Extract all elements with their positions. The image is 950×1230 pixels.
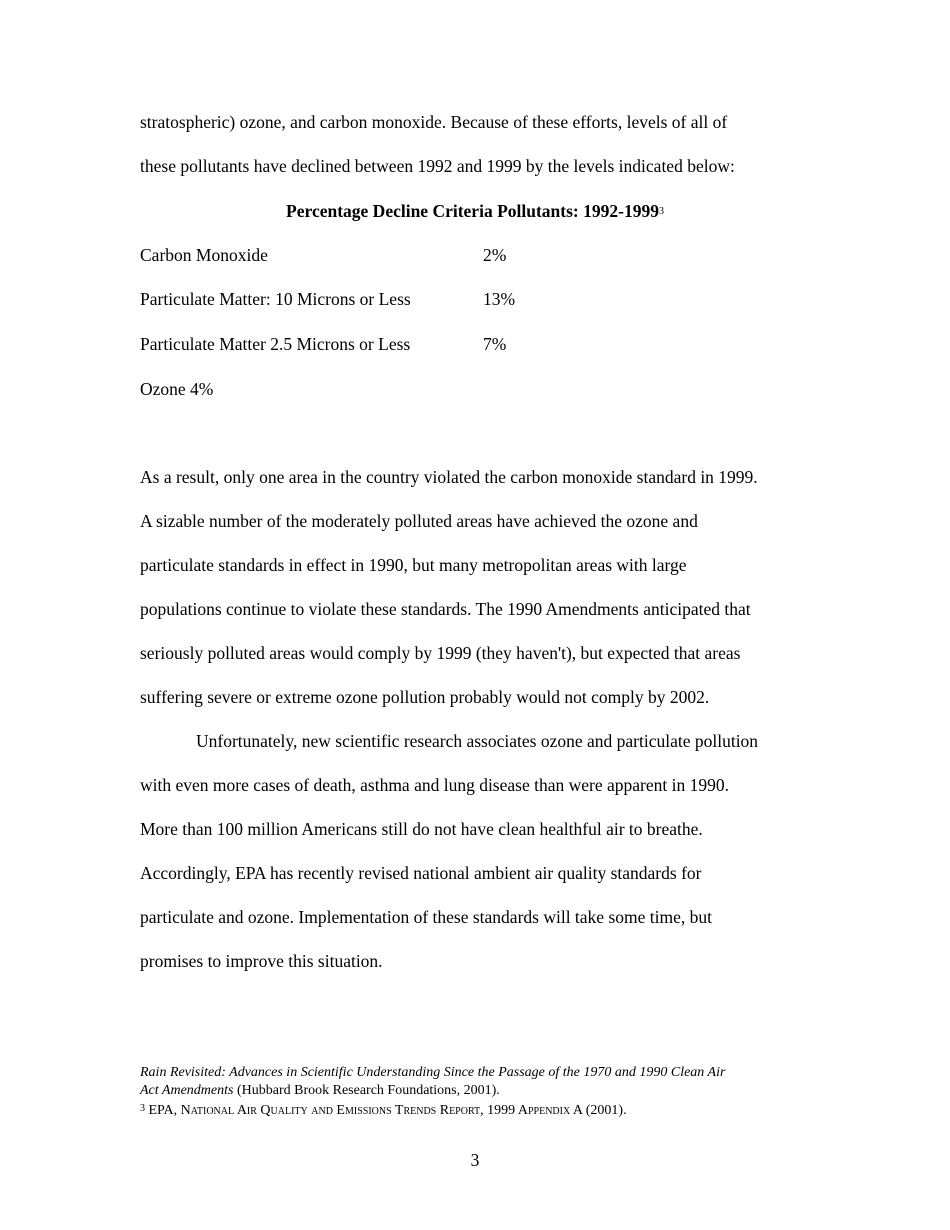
footnote-3-marker: 3 — [140, 1103, 145, 1114]
pollutant-label: Particulate Matter 2.5 Microns or Less — [140, 334, 411, 354]
footnote-marker: 3 — [658, 206, 664, 217]
footnote-3-text: EPA, National Air Quality and Emissions Trends Report, 1999 Appendix A (2001). — [148, 1103, 627, 1118]
table-title — [0, 200, 950, 223]
pollutant-label: Particulate Matter: 10 Microns or Less — [140, 289, 411, 309]
body-text-line: populations continue to violate these standards. The 1990 Amendments anticipated that — [140, 599, 751, 619]
pollutant-value: 2% — [483, 245, 507, 265]
footnote-citation-title: Rain Revisited: Advances in Scientific Understanding Since the Passage of the 1970 and 1990 Clean Air — [140, 1065, 726, 1080]
table-title-text: Percentage Decline Criteria Pollutants: 1992-1999 — [286, 201, 659, 221]
body-text-line: suffering severe or extreme ozone pollution probably would not comply by 2002. — [140, 687, 710, 707]
body-text-line: Accordingly, EPA has recently revised national ambient air quality standards for — [140, 863, 702, 883]
footnote-2-line-1 — [140, 1064, 725, 1081]
body-text-line: As a result, only one area in the country violated the carbon monoxide standard in 1999. — [140, 467, 758, 487]
page-number: 3 — [470, 1150, 480, 1170]
pollutant-label: Ozone 4% — [140, 379, 214, 399]
footnote-3 — [140, 1100, 627, 1119]
body-text-line: More than 100 million Americans still do not have clean healthful air to breathe. — [140, 819, 703, 839]
body-text-line: these pollutants have declined between 1992 and 1999 by the levels indicated below: — [140, 156, 735, 176]
body-text-line: promises to improve this situation. — [140, 951, 383, 971]
footnote-2-line-2 — [140, 1082, 500, 1099]
body-text-line: stratospheric) ozone, and carbon monoxide. Because of these efforts, levels of all of — [140, 112, 728, 132]
body-text-line: A sizable number of the moderately polluted areas have achieved the ozone and — [140, 511, 698, 531]
body-text-line: Unfortunately, new scientific research associates ozone and particulate pollution — [196, 731, 759, 751]
pollutant-label: Carbon Monoxide — [140, 245, 268, 265]
body-text-line: seriously polluted areas would comply by 1999 (they haven't), but expected that areas — [140, 643, 741, 663]
body-text-line: particulate and ozone. Implementation of these standards will take some time, but — [140, 907, 712, 927]
pollutant-value: 13% — [483, 289, 516, 309]
body-text-line: with even more cases of death, asthma and lung disease than were apparent in 1990. — [140, 775, 729, 795]
pollutant-value: 7% — [483, 334, 507, 354]
footnote-citation-publisher: (Hubbard Brook Research Foundations, 2001). — [233, 1083, 500, 1098]
body-text-line: particulate standards in effect in 1990, but many metropolitan areas with large — [140, 555, 687, 575]
footnote-citation-title-cont: Act Amendments — [140, 1083, 234, 1098]
